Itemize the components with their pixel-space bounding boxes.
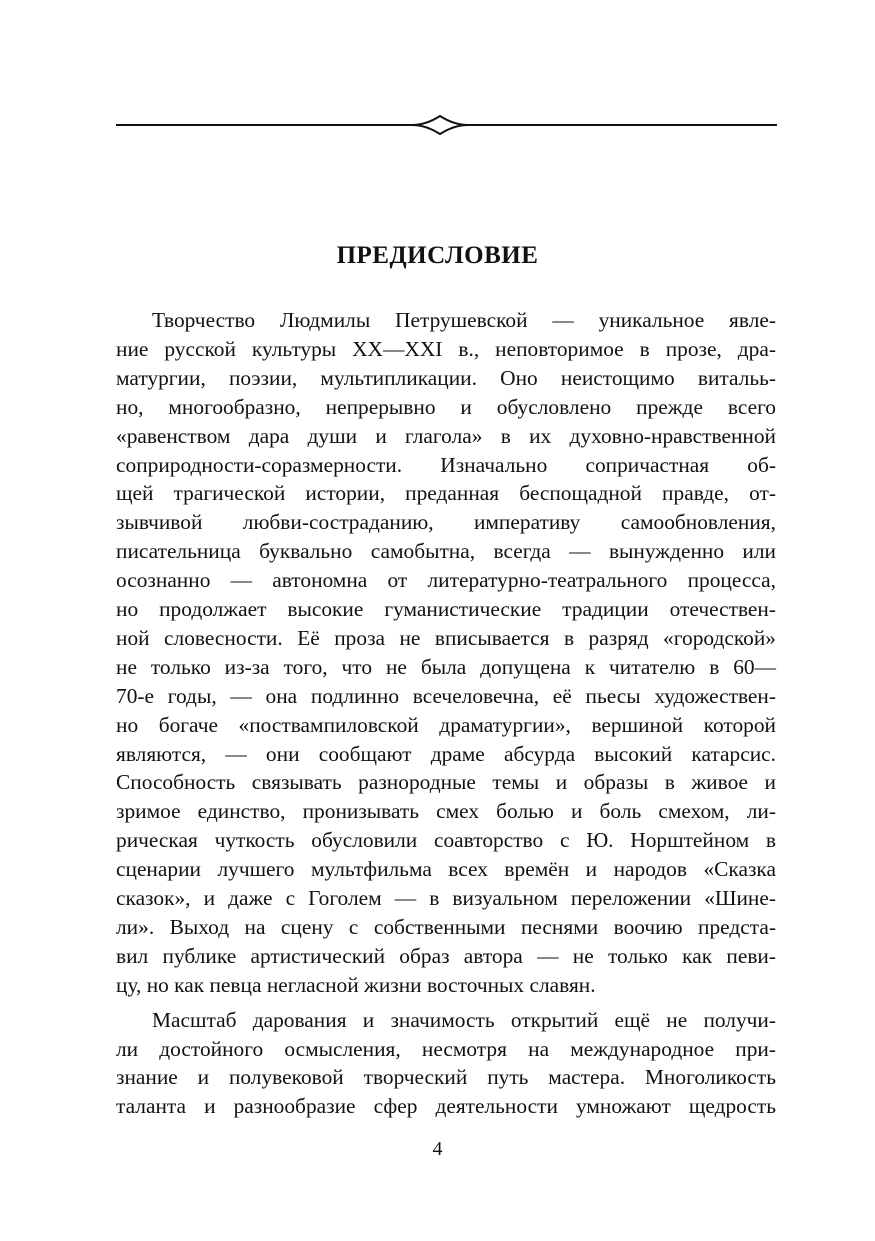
text-line: 70-е годы, — она подлинно всечеловечна, её пьесы художествен- — [116, 683, 776, 708]
text-line: «равенством дара души и глагола» в их духовно-нравственной — [116, 423, 776, 448]
text-line: являются, — они сообщают драме абсурда высокий катарсис. — [116, 741, 776, 766]
text-line: писательница буквально самобытна, всегда — вынужденно или — [116, 539, 776, 564]
text-line: зывчивой любви-состраданию, императиву самообновления, — [116, 510, 776, 535]
text-line: осознанно — автономна от литературно-театрального процесса, — [116, 568, 776, 593]
text-line: цу, но как певца негласной жизни восточных славян. — [116, 972, 596, 997]
text-line: щей трагической истории, преданная беспощадной правде, от- — [116, 481, 776, 506]
chapter-title: ПРЕДИСЛОВИЕ — [336, 242, 539, 269]
text-line: сказок», и даже с Гоголем — в визуальном переложении «Шине- — [116, 886, 776, 910]
text-line: но, многообразно, непрерывно и обусловлено прежде всего — [116, 394, 776, 419]
text-line: Творчество Людмилы Петрушевской — уникальное явле- — [152, 308, 776, 332]
text-line: рическая чуткость обусловили соавторство с Ю. Норштейном в — [116, 828, 776, 853]
text-line: не только из-за того, что не была допущена к читателю в 60— — [116, 654, 776, 679]
text-line: Масштаб дарования и значимость открытий ещё не получи- — [152, 1007, 776, 1032]
text-line: зримое единство, пронизывать смех болью и боль смехом, ли- — [116, 799, 776, 824]
ornament-divider — [116, 112, 777, 138]
text-line: но богаче «поствампиловской драматургии», вершиной которой — [116, 712, 776, 737]
text-line: таланта и разнообразие сфер деятельности умножают щедрость — [116, 1094, 776, 1119]
text-line: ной словесности. Её проза не вписывается в разряд «городской» — [116, 625, 776, 650]
page-number: 4 — [432, 1138, 443, 1160]
text-line: но продолжает высокие гуманистические традиции отечествен- — [116, 597, 776, 621]
text-line: Способность связывать разнородные темы и образы в живое и — [116, 770, 776, 795]
ornament-diamond-icon — [412, 116, 468, 134]
text-line: вил публике артистический образ автора — не только как певи- — [116, 943, 776, 968]
text-line: сценарии лучшего мультфильма всех времён и народов «Сказка — [116, 857, 776, 882]
text-line: ние русской культуры XX—XXI в., неповторимое в прозе, дра- — [116, 336, 776, 361]
text-line: ли достойного осмысления, несмотря на международное при- — [116, 1036, 776, 1061]
text-line: соприродности-соразмерности. Изначально сопричастная об- — [116, 452, 776, 477]
text-line: знание и полувековой творческий путь мастера. Многоликость — [116, 1065, 776, 1090]
text-line: ли». Выход на сцену с собственными песнями воочию предста- — [116, 914, 776, 939]
text-line: матургии, поэзии, мультипликации. Оно неистощимо витальь- — [116, 365, 776, 390]
